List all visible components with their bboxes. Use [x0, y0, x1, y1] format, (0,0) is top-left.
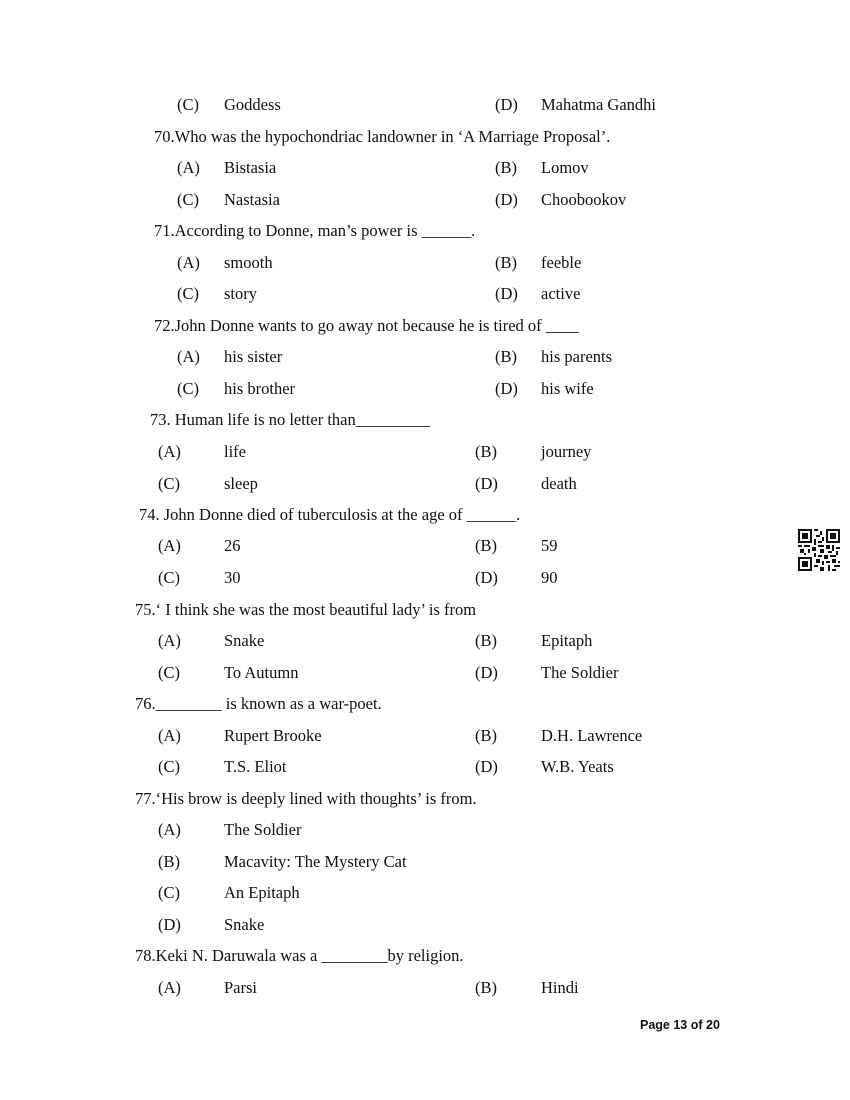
option-letter: (B)	[475, 978, 497, 997]
option-text: T.S. Eliot	[224, 757, 287, 776]
option-letter: (A)	[177, 253, 200, 272]
question-77: 77.‘His brow is deeply lined with thoughts’ is from.	[135, 789, 477, 808]
option-text: The Soldier	[224, 820, 302, 839]
option-letter: (B)	[495, 158, 517, 177]
option-text: smooth	[224, 253, 273, 272]
option-text: his brother	[224, 379, 296, 398]
option-letter: (B)	[475, 726, 497, 745]
question-74: 74. John Donne died of tuberculosis at the age of ______.	[139, 505, 521, 524]
option-letter: (A)	[158, 442, 181, 461]
option-text: Rupert Brooke	[224, 726, 322, 745]
option-letter: (C)	[158, 883, 180, 902]
option-letter: (A)	[158, 820, 181, 839]
option-text: D.H. Lawrence	[541, 726, 643, 745]
option-letter: (B)	[475, 442, 497, 461]
option-text: 26	[224, 536, 241, 555]
option-letter: (D)	[495, 284, 518, 303]
option-letter: (A)	[158, 536, 181, 555]
option-text: sleep	[224, 474, 258, 493]
option-text: Snake	[224, 915, 265, 934]
qr-code-icon	[798, 529, 840, 571]
option-text: Epitaph	[541, 631, 593, 650]
option-letter: (D)	[495, 95, 518, 114]
option-letter: (C)	[158, 474, 180, 493]
option-text: W.B. Yeats	[541, 757, 614, 776]
option-text: 90	[541, 568, 558, 587]
option-letter: (D)	[495, 190, 518, 209]
option-letter: (A)	[177, 158, 200, 177]
option-text: his wife	[541, 379, 594, 398]
option-letter: (C)	[158, 568, 180, 587]
option-text: 59	[541, 536, 558, 555]
option-text: Choobookov	[541, 190, 627, 209]
option-letter: (A)	[158, 631, 181, 650]
question-78: 78.Keki N. Daruwala was a ________by religion.	[135, 946, 464, 965]
option-letter: (C)	[158, 757, 180, 776]
option-letter: (A)	[158, 726, 181, 745]
option-text: feeble	[541, 253, 582, 272]
question-76: 76.________ is known as a war-poet.	[135, 694, 382, 713]
option-text: An Epitaph	[224, 883, 300, 902]
option-letter: (B)	[495, 347, 517, 366]
option-letter: (D)	[475, 757, 498, 776]
option-text: Hindi	[541, 978, 579, 997]
option-text: To Autumn	[224, 663, 299, 682]
option-letter: (C)	[158, 663, 180, 682]
option-letter: (C)	[177, 190, 199, 209]
option-letter: (A)	[158, 978, 181, 997]
option-text: Parsi	[224, 978, 257, 997]
option-letter: (D)	[495, 379, 518, 398]
option-letter: (B)	[158, 852, 180, 871]
option-text: his sister	[224, 347, 283, 366]
option-text: Lomov	[541, 158, 589, 177]
option-letter: (D)	[475, 663, 498, 682]
option-letter: (B)	[475, 631, 497, 650]
option-text: 30	[224, 568, 241, 587]
option-letter: (D)	[158, 915, 181, 934]
question-71: 71.According to Donne, man’s power is ______.	[154, 221, 476, 240]
question-70: 70.Who was the hypochondriac landowner in ‘A Marriage Proposal’.	[154, 127, 611, 146]
option-text: active	[541, 284, 581, 303]
option-letter: (C)	[177, 284, 199, 303]
option-text: Snake	[224, 631, 265, 650]
option-letter: (B)	[495, 253, 517, 272]
option-text: Macavity: The Mystery Cat	[224, 852, 407, 871]
option-text: Mahatma Gandhi	[541, 95, 657, 114]
option-text: Bistasia	[224, 158, 277, 177]
question-72: 72.John Donne wants to go away not because he is tired of ____	[154, 316, 579, 335]
option-text: his parents	[541, 347, 613, 366]
option-letter: (B)	[475, 536, 497, 555]
question-75: 75.‘ I think she was the most beautiful lady’ is from	[135, 600, 477, 619]
option-letter: (A)	[177, 347, 200, 366]
page-number: Page 13 of 20	[640, 1018, 720, 1032]
question-73: 73. Human life is no letter than_________	[150, 410, 430, 429]
option-letter: (C)	[177, 95, 199, 114]
option-text: death	[541, 474, 577, 493]
option-letter: (D)	[475, 474, 498, 493]
option-text: The Soldier	[541, 663, 619, 682]
option-text: Goddess	[224, 95, 281, 114]
option-text: story	[224, 284, 257, 303]
option-letter: (D)	[475, 568, 498, 587]
option-letter: (C)	[177, 379, 199, 398]
option-text: Nastasia	[224, 190, 280, 209]
option-text: life	[224, 442, 246, 461]
option-text: journey	[541, 442, 592, 461]
